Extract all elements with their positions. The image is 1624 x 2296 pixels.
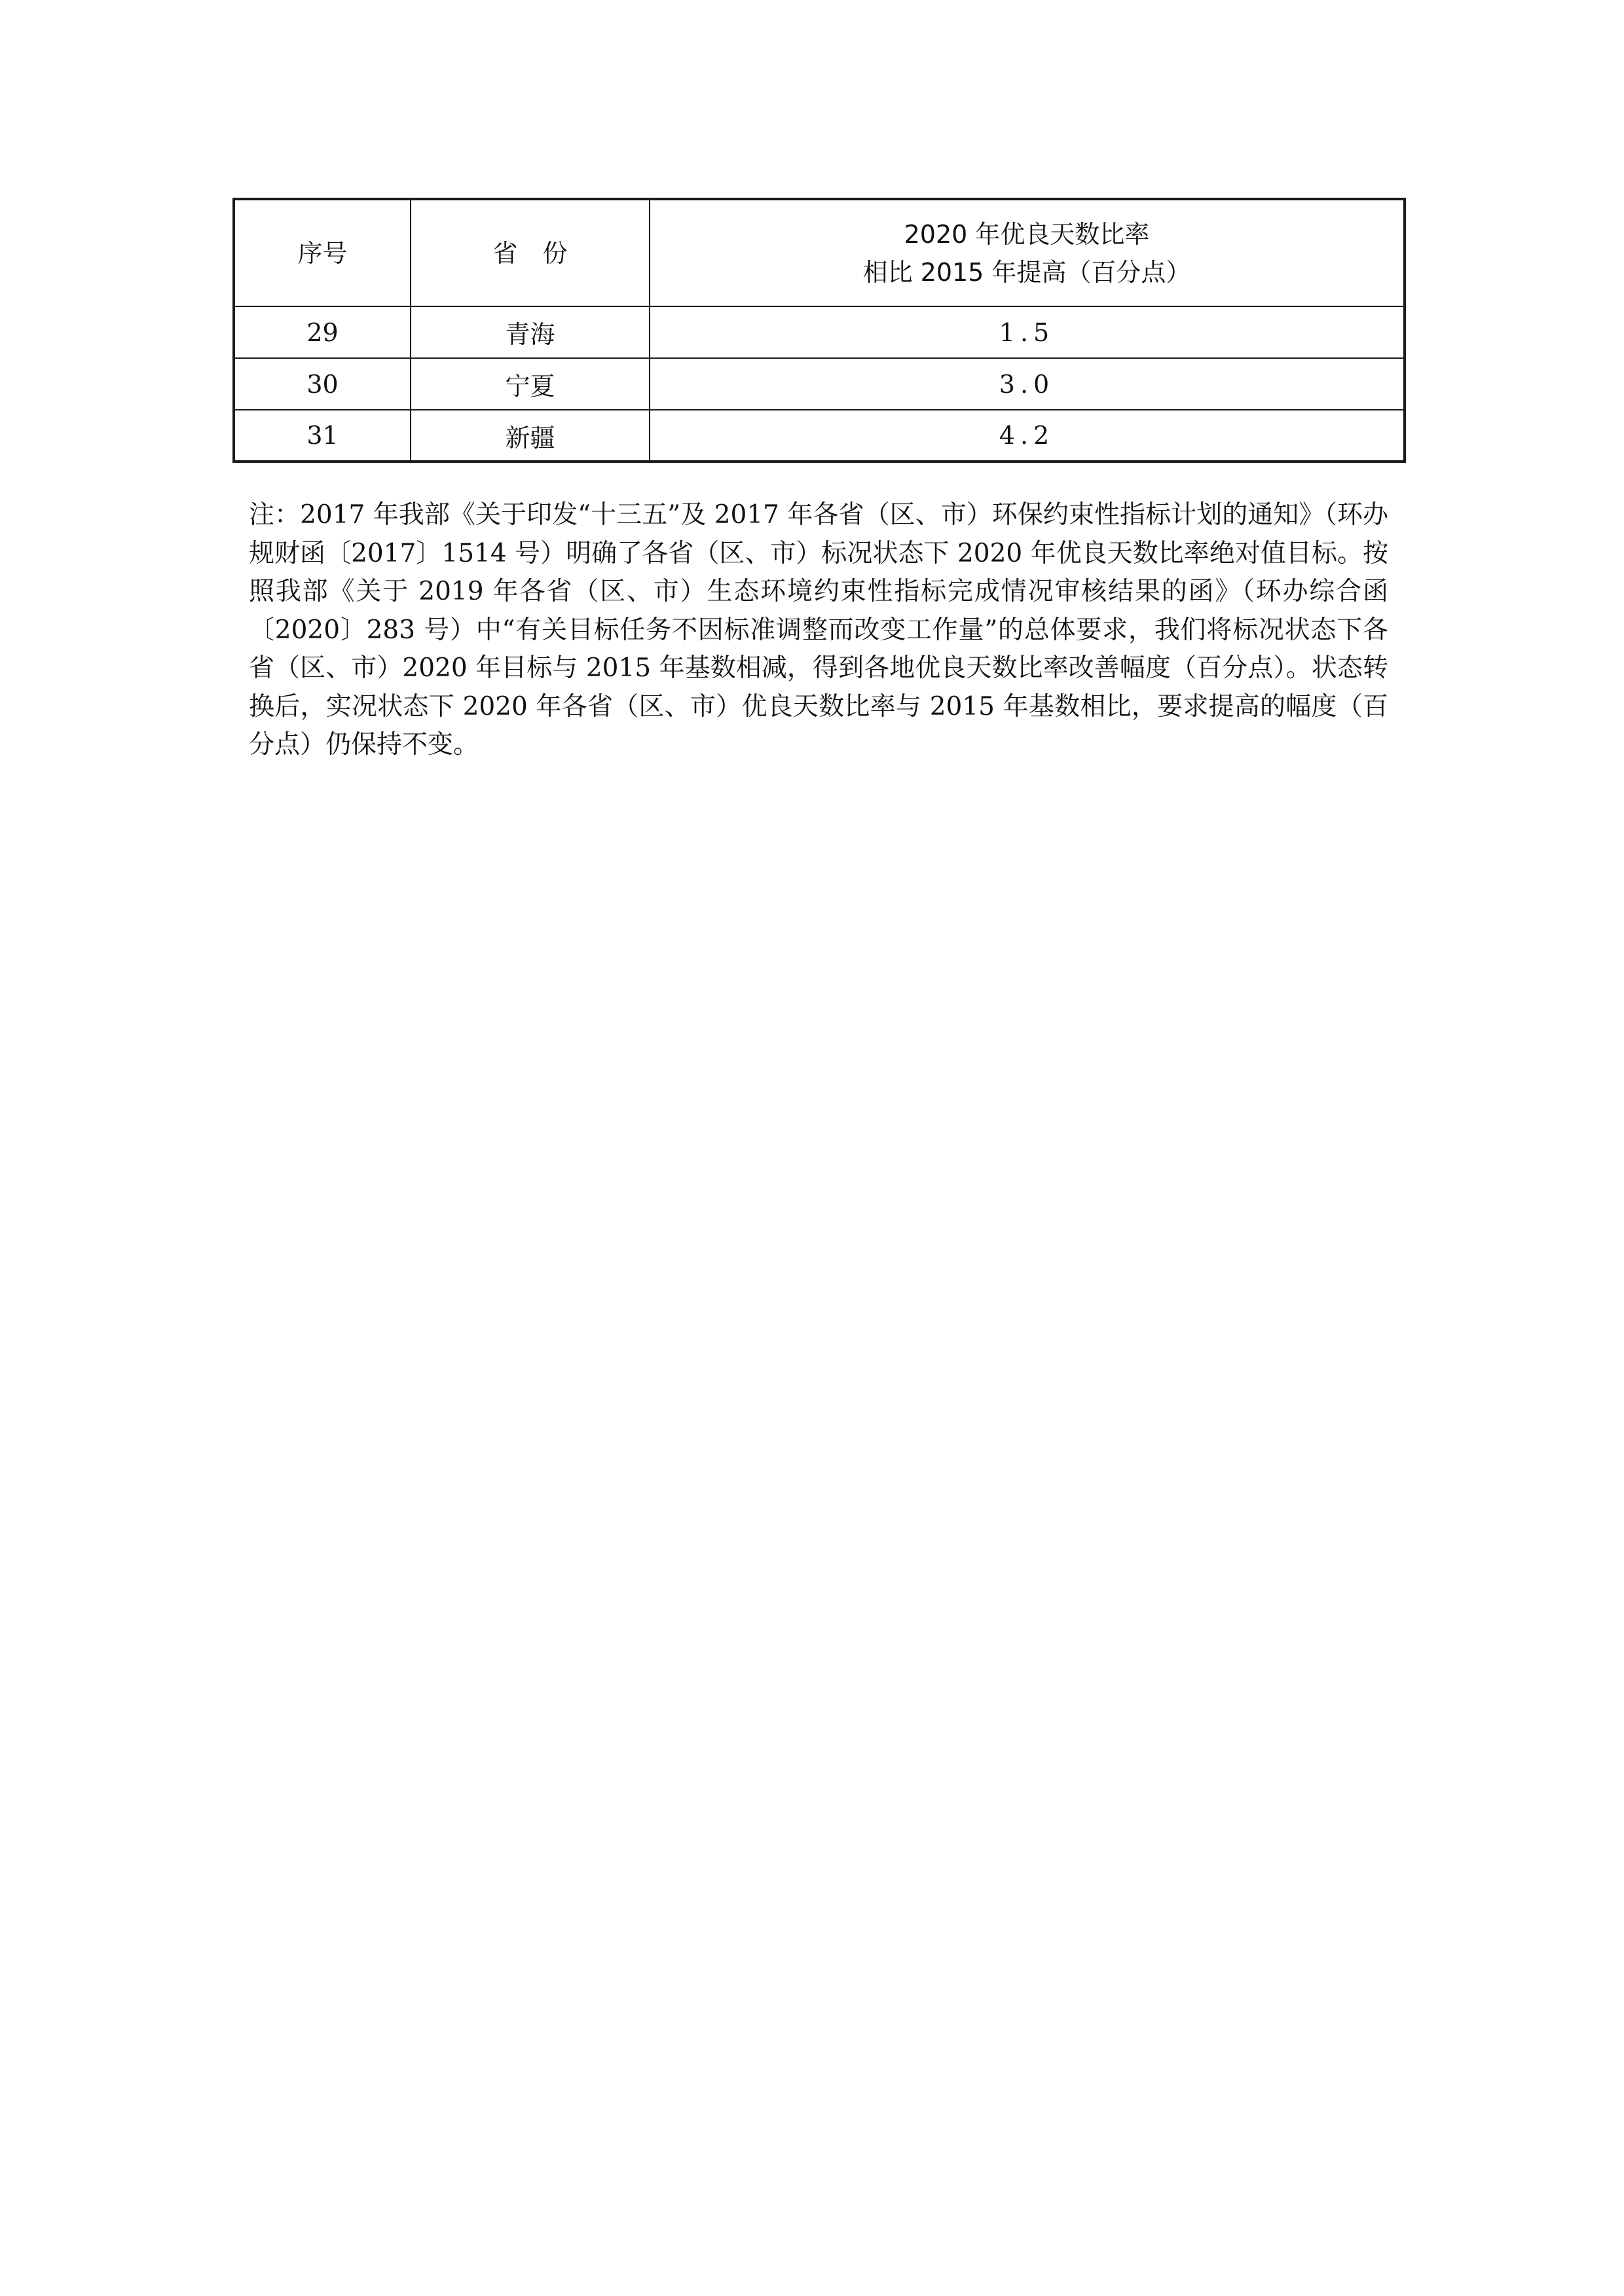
header-index: 序号 <box>234 199 411 306</box>
table-row <box>234 358 1405 410</box>
header-value-line1: 2020 年优良天数比率 <box>904 219 1150 249</box>
cell-province: 新疆 <box>411 410 650 462</box>
cell-index: 30 <box>234 358 411 410</box>
header-value <box>650 199 1405 306</box>
table-note: 注：2017 年我部《关于印发“十三五”及 2017 年各省（区、市）环保约束性指标计划的通知》（环办规财函〔2017〕1514 号）明确了各省（区、市）标况状态下 2020 年优良天数比率绝对值目标。按照我部《关于 2019 年各省（区、市）生态环境约束性指标完成情况审核结果的函》（环办综合函〔2020〕283 号）中“有关目标任务不因标准调整而改变工作量”的总体要求，我们将标况状态下各省（区、市）2020 年目标与 2015 年基数相减，得到各地优良天数比率改善幅度（百分点）。状态转换后，实况状态下 2020 年各省（区、市）优良天数比率与 2015 年基数相比，要求提高的幅度（百分点）仍保持不变。 <box>249 500 1388 759</box>
cell-value: 1.5 <box>650 306 1405 358</box>
air-quality-target-table <box>232 198 1406 463</box>
header-value-line2: 相比 2015 年提高（百分点） <box>862 257 1191 287</box>
header-province: 省 份 <box>411 199 650 306</box>
cell-province: 青海 <box>411 306 650 358</box>
cell-index: 29 <box>234 306 411 358</box>
cell-index: 31 <box>234 410 411 462</box>
cell-value: 4.2 <box>650 410 1405 462</box>
table-header-row <box>234 199 1405 306</box>
table-row <box>234 306 1405 358</box>
cell-value: 3.0 <box>650 358 1405 410</box>
table-row <box>234 410 1405 462</box>
cell-province: 宁夏 <box>411 358 650 410</box>
